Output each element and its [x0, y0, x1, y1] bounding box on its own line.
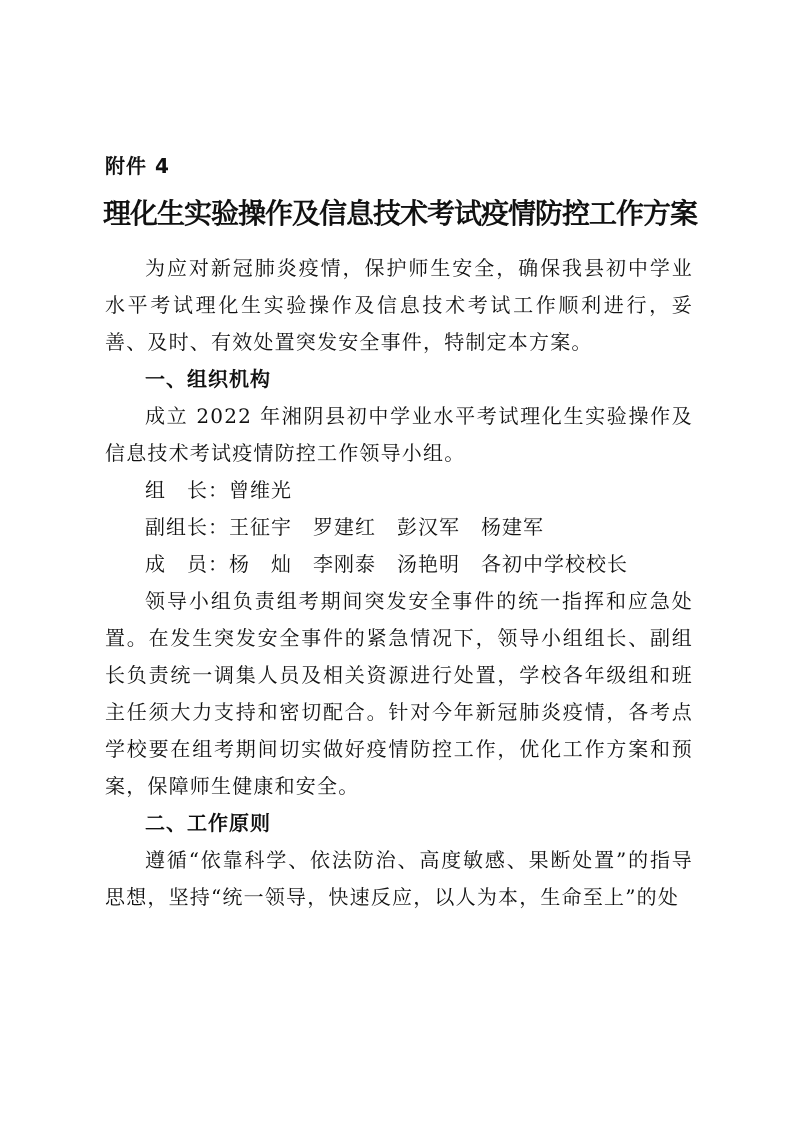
intro-paragraph: 为应对新冠肺炎疫情，保护师生安全，确保我县初中学业水平考试理化生实验操作及信息技术考试工作顺利进行，妥善、及时、有效处置突发安全事件，特制定本方案。: [105, 256, 693, 354]
section-2-paragraph: 遵循“依靠科学、依法防治、高度敏感、果断处置”的指导思想，坚持“统一领导，快速反应，以人为本，生命至上”的处: [105, 848, 693, 909]
group-leader: 组 长：曾维光: [145, 478, 292, 502]
section-1-heading: 一、组织机构: [145, 367, 271, 391]
section-2-heading: 二、工作原则: [145, 811, 271, 835]
document-body: [105, 250, 693, 916]
section-1-paragraph: 成立 2022 年湘阴县初中学业水平考试理化生实验操作及信息技术考试疫情防控工作领导小组。: [105, 404, 693, 465]
group-duty-paragraph: 领导小组负责组考期间突发安全事件的统一指挥和应急处置。在发生突发安全事件的紧急情况下，领导小组组长、副组长负责统一调集人员及相关资源进行处置，学校各年级组和班主任须大力支持和密切配合。针对今年新冠肺炎疫情，各考点学校要在组考期间切实做好疫情防控工作，优化工作方案和预案，保障师生健康和安全。: [105, 589, 693, 798]
attachment-label: 附件 4: [105, 154, 170, 178]
group-members: 成 员：杨 灿 李刚泰 汤艳明 各初中学校校长: [145, 552, 628, 576]
group-deputy-leaders: 副组长：王征宇 罗建红 彭汉军 杨建军: [145, 515, 544, 539]
document-title: 理化生实验操作及信息技术考试疫情防控工作方案: [102, 197, 697, 230]
